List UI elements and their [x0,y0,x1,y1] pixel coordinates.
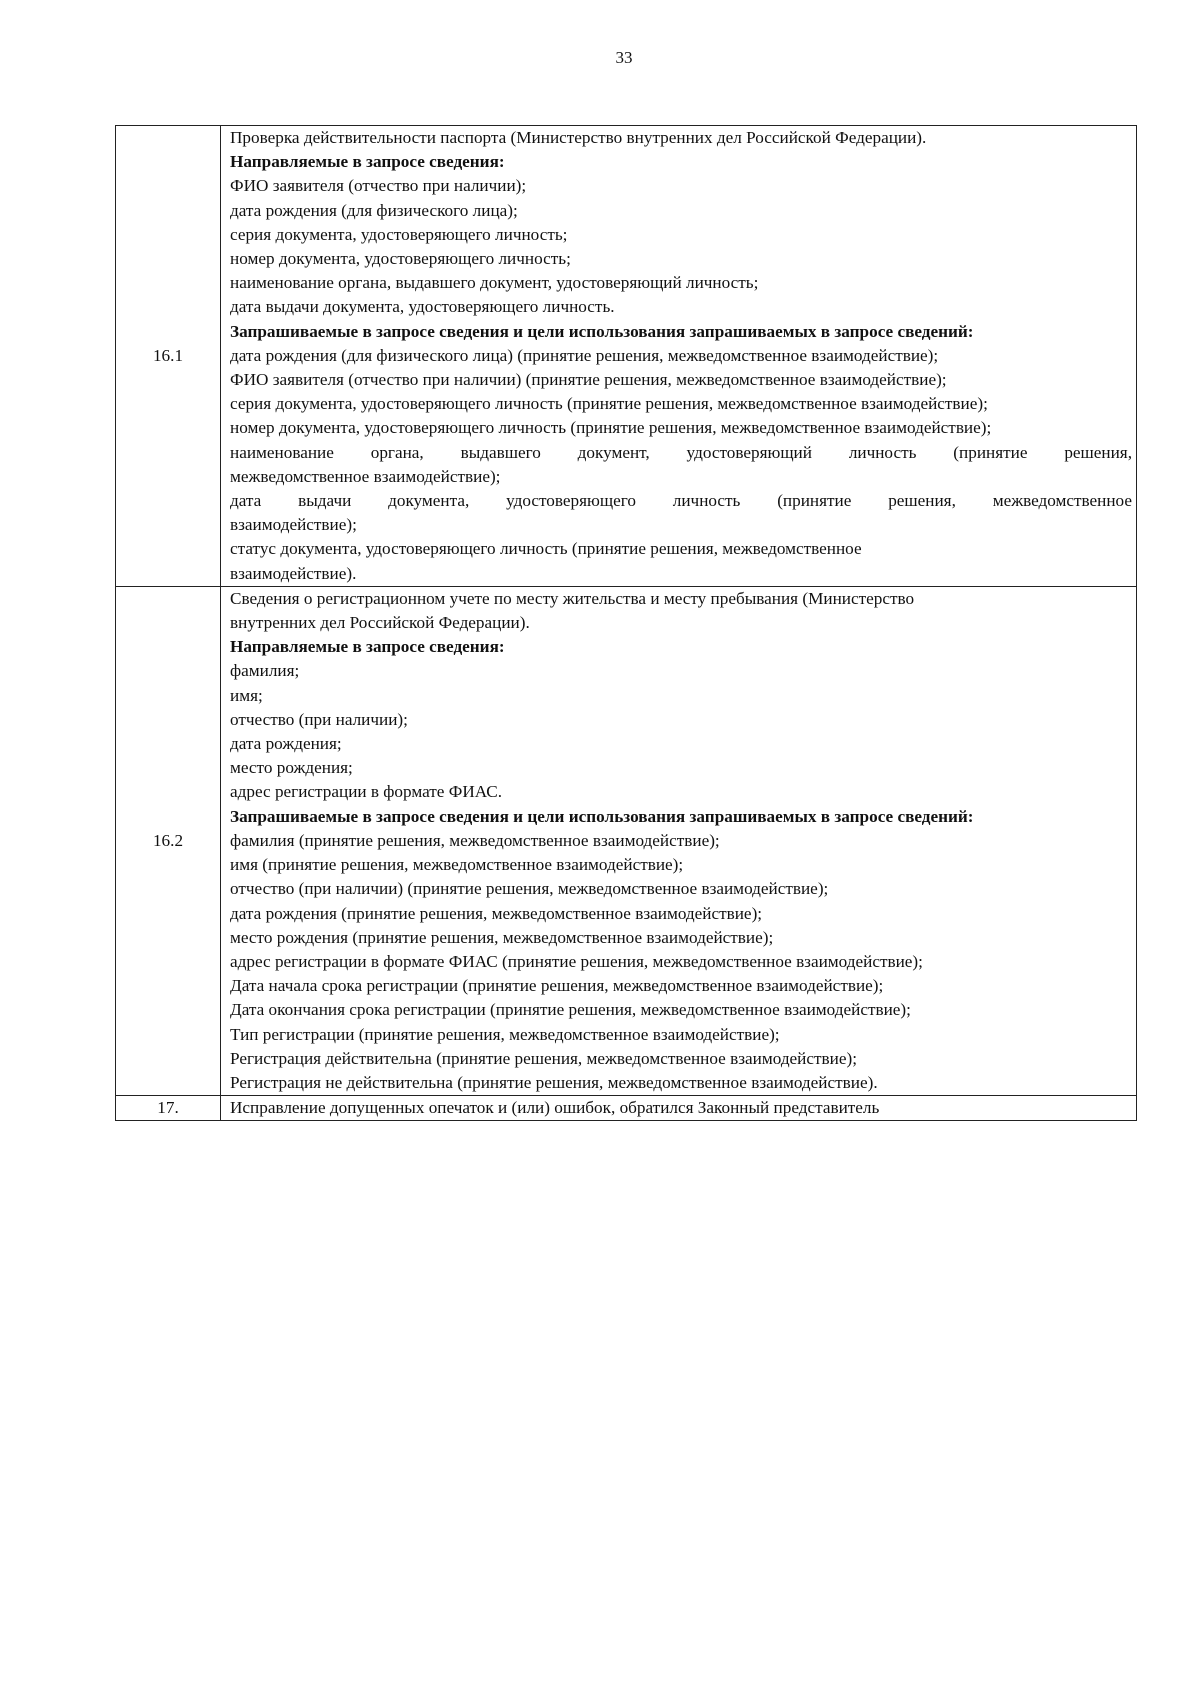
row-content [221,586,1137,1095]
list-item: адрес регистрации в формате ФИАС (принятие решения, межведомственное взаимодействие); [230,951,923,971]
list-item: дата рождения (для физического лица) (принятие решения, межведомственное взаимодействие); [230,345,939,365]
table-row [116,126,1137,587]
list-item: фамилия; [230,661,300,681]
list-item: Дата окончания срока регистрации (принятие решения, межведомственное взаимодействие); [230,1000,911,1020]
list-item: взаимодействие); [230,515,357,535]
list-item: наименование органа, выдавшего документ, удостоверяющий личность (принятие решения, [230,442,1132,462]
list-item: взаимодействие). [230,563,357,583]
list-item: адрес регистрации в формате ФИАС. [230,782,503,802]
table-row [116,586,1137,1095]
page-number: 33 [615,48,633,67]
table-row [116,1096,1137,1121]
list-item: номер документа, удостоверяющего личность; [230,249,571,269]
list-item: имя (принятие решения, межведомственное взаимодействие); [230,855,684,875]
intro-text: внутренних дел Российской Федерации). [230,613,530,633]
list-item: наименование органа, выдавшего документ, удостоверяющий личность; [230,273,759,293]
list-item: серия документа, удостоверяющего личность (принятие решения, межведомственное взаимодействие); [230,394,988,414]
list-item: номер документа, удостоверяющего личность (принятие решения, межведомственное взаимодействие); [230,418,992,438]
row-text: Исправление допущенных опечаток и (или) ошибок, обратился Законный представитель [230,1098,880,1118]
list-item: ФИО заявителя (отчество при наличии); [230,176,527,196]
sent-heading: Направляемые в запросе сведения: [230,637,505,657]
requested-heading: Запрашиваемые в запросе сведения и цели использования запрашиваемых в запросе сведений: [230,321,974,341]
row-content [221,1096,1137,1121]
list-item: дата выдачи документа, удостоверяющего личность. [230,297,615,317]
requested-heading: Запрашиваемые в запросе сведения и цели использования запрашиваемых в запросе сведений: [230,806,974,826]
list-item: Регистрация действительна (принятие решения, межведомственное взаимодействие); [230,1048,857,1068]
list-item: место рождения; [230,758,353,778]
list-item: место рождения (принятие решения, межведомственное взаимодействие); [230,927,774,947]
row-content [221,126,1137,587]
list-item: имя; [230,685,263,705]
list-item: Дата начала срока регистрации (принятие решения, межведомственное взаимодействие); [230,976,884,996]
row-number: 16.1 [116,126,221,587]
intro-text: Сведения о регистрационном учете по месту жительства и месту пребывания (Министерство [230,588,915,608]
row-number: 16.2 [116,586,221,1095]
list-item: дата рождения (для физического лица); [230,200,518,220]
list-item: отчество (при наличии) (принятие решения, межведомственное взаимодействие); [230,879,829,899]
list-item: дата рождения; [230,734,342,754]
list-item: ФИО заявителя (отчество при наличии) (принятие решения, межведомственное взаимодействие); [230,370,947,390]
list-item: серия документа, удостоверяющего личность; [230,224,568,244]
row-number: 17. [116,1096,221,1121]
list-item: отчество (при наличии); [230,709,408,729]
list-item: статус документа, удостоверяющего личность (принятие решения, межведомственное [230,539,862,559]
list-item: фамилия (принятие решения, межведомственное взаимодействие); [230,830,720,850]
list-item: дата выдачи документа, удостоверяющего личность (принятие решения, межведомственное [230,491,1132,511]
sent-heading: Направляемые в запросе сведения: [230,152,505,172]
list-item: Тип регистрации (принятие решения, межведомственное взаимодействие); [230,1024,780,1044]
intro-text: Проверка действительности паспорта (Министерство внутренних дел Российской Федерации). [230,128,927,147]
list-item: межведомственное взаимодействие); [230,466,501,486]
list-item: дата рождения (принятие решения, межведомственное взаимодействие); [230,903,763,923]
document-table [115,125,1137,1121]
list-item: Регистрация не действительна (принятие решения, межведомственное взаимодействие). [230,1072,878,1092]
